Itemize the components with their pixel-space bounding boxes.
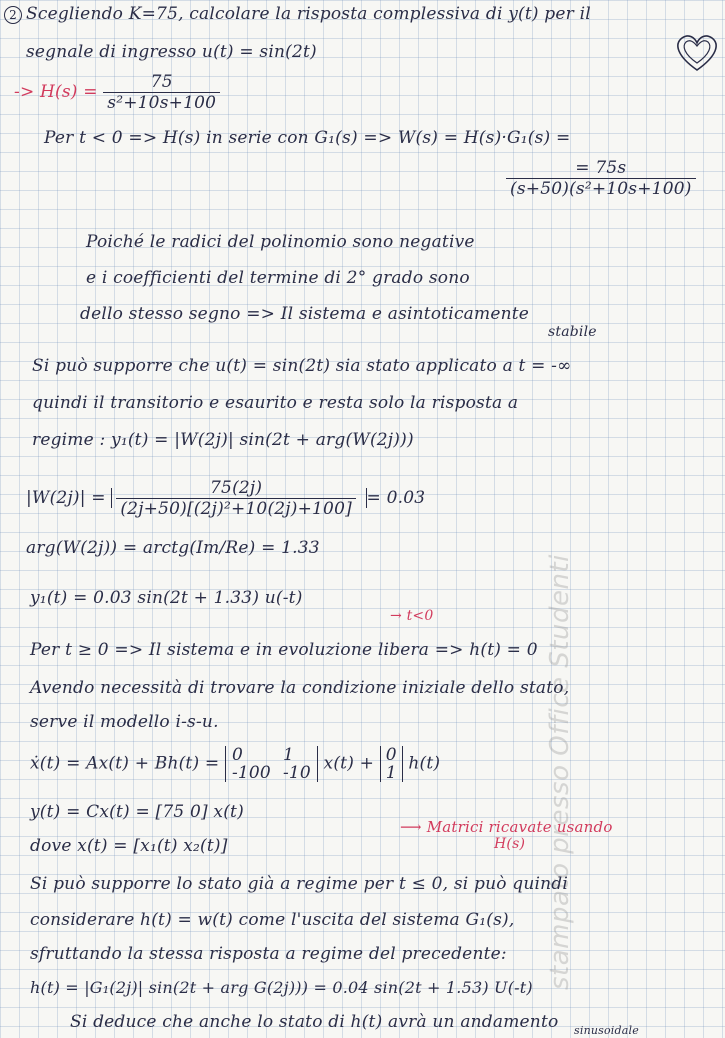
matrix-b <box>380 746 403 782</box>
matrix-note <box>400 818 613 836</box>
matrix-cell: 0 <box>385 745 397 765</box>
fraction <box>103 72 220 113</box>
text-line: Poiché le radici del polinomio sono negative <box>86 232 475 252</box>
text-line: Per t < 0 => H(s) in serie con G₁(s) => W(s) = H(s)·G₁(s) = <box>44 128 571 148</box>
equation-rhs: h(t) <box>408 753 441 774</box>
note-text: H(s) <box>494 836 526 852</box>
state-equation-line <box>30 746 440 782</box>
transfer-function-line <box>14 72 220 113</box>
text-line: dello stesso segno => Il sistema e asintoticamente <box>80 304 530 324</box>
fraction-numerator: = 75s <box>506 158 696 179</box>
equation: y₁(t) = 0.03 sin(2t + 1.33) u(-t) <box>30 588 303 608</box>
text-line: segnale di ingresso u(t) = sin(2t) <box>26 42 317 62</box>
equation-lhs: H(s) = <box>40 82 98 102</box>
text-line: Scegliendo K=75, calcolare la risposta complessiva di y(t) per il <box>26 4 591 24</box>
note-text: Matrici ricavate usando <box>426 818 613 836</box>
absolute-value <box>111 478 366 519</box>
matrix-cell: 1 <box>282 745 294 765</box>
text-line: Si deduce che anche lo stato di h(t) avrà un andamento <box>70 1012 559 1032</box>
equation-mid: x(t) + <box>323 753 375 774</box>
fraction-numerator: 75 <box>103 72 220 93</box>
text-line: Si può supporre che u(t) = sin(2t) sia stato applicato a t = -∞ <box>32 356 572 376</box>
arrow-icon: → <box>390 608 402 624</box>
text-line: regime : y₁(t) = |W(2j)| sin(2t + arg(W(2j))) <box>32 430 414 450</box>
fraction <box>116 478 356 519</box>
fraction-denominator: s²+10s+100 <box>107 93 217 113</box>
text-line: h(t) = |G₁(2j)| sin(2t + arg G(2j))) = 0.04 sin(2t + 1.53) U(-t) <box>30 978 533 997</box>
w-fraction-line <box>506 158 696 199</box>
condition-note <box>390 608 433 624</box>
fraction-numerator: 75(2j) <box>116 478 356 499</box>
text-line: quindi il transitorio e esaurito e resta solo la risposta a <box>32 393 519 413</box>
fraction-denominator: (s+50)(s²+10s+100) <box>510 179 692 199</box>
fraction <box>506 158 696 199</box>
fraction-denominator: (2j+50)[(2j)²+10(2j)+100] <box>120 499 352 519</box>
text-line: Avendo necessità di trovare la condizione iniziale dello stato, <box>30 678 570 698</box>
y1-line <box>30 588 303 608</box>
text-line: e i coefficienti del termine di 2° grado sono <box>86 268 470 288</box>
text-line: stabile <box>548 324 597 340</box>
exercise-number: 2 <box>4 6 22 24</box>
text-line: arg(W(2j)) = arctg(Im/Re) = 1.33 <box>26 538 320 558</box>
heart-doodle-icon <box>672 30 722 74</box>
equation-rhs: = 0.03 <box>366 488 426 508</box>
note-text: t<0 <box>406 608 434 624</box>
text-line: sfruttando la stessa risposta a regime del precedente: <box>30 944 507 964</box>
text-line: Si può supporre lo stato già a regime per t ≤ 0, si può quindi <box>30 874 569 894</box>
modulus-line <box>26 478 425 519</box>
matrix-cell: 1 <box>385 763 397 783</box>
text-line: y(t) = Cx(t) = [75 0] x(t) <box>30 802 244 822</box>
text-line: serve il modello i-s-u. <box>30 712 219 732</box>
exercise-line <box>4 4 591 24</box>
matrix-cell: -10 <box>282 763 311 783</box>
matrix-cell: -100 <box>231 763 271 783</box>
equation-lhs: ẋ(t) = Ax(t) + Bh(t) = <box>30 753 220 774</box>
arrow-icon: ⟶ <box>400 818 422 836</box>
text-line: considerare h(t) = w(t) come l'uscita del sistema G₁(s), <box>30 910 515 930</box>
matrix-cell: 0 <box>231 745 243 765</box>
text-line: Per t ≥ 0 => Il sistema e in evoluzione libera => h(t) = 0 <box>30 640 538 660</box>
watermark-text: stampato presso Office Studenti <box>545 554 575 990</box>
arrow-icon: -> <box>14 82 35 102</box>
equation-lhs: |W(2j)| = <box>26 488 106 508</box>
text-line: dove x(t) = [x₁(t) x₂(t)] <box>30 836 228 856</box>
text-line: sinusoidale <box>574 1024 639 1037</box>
matrix-a <box>225 746 318 782</box>
